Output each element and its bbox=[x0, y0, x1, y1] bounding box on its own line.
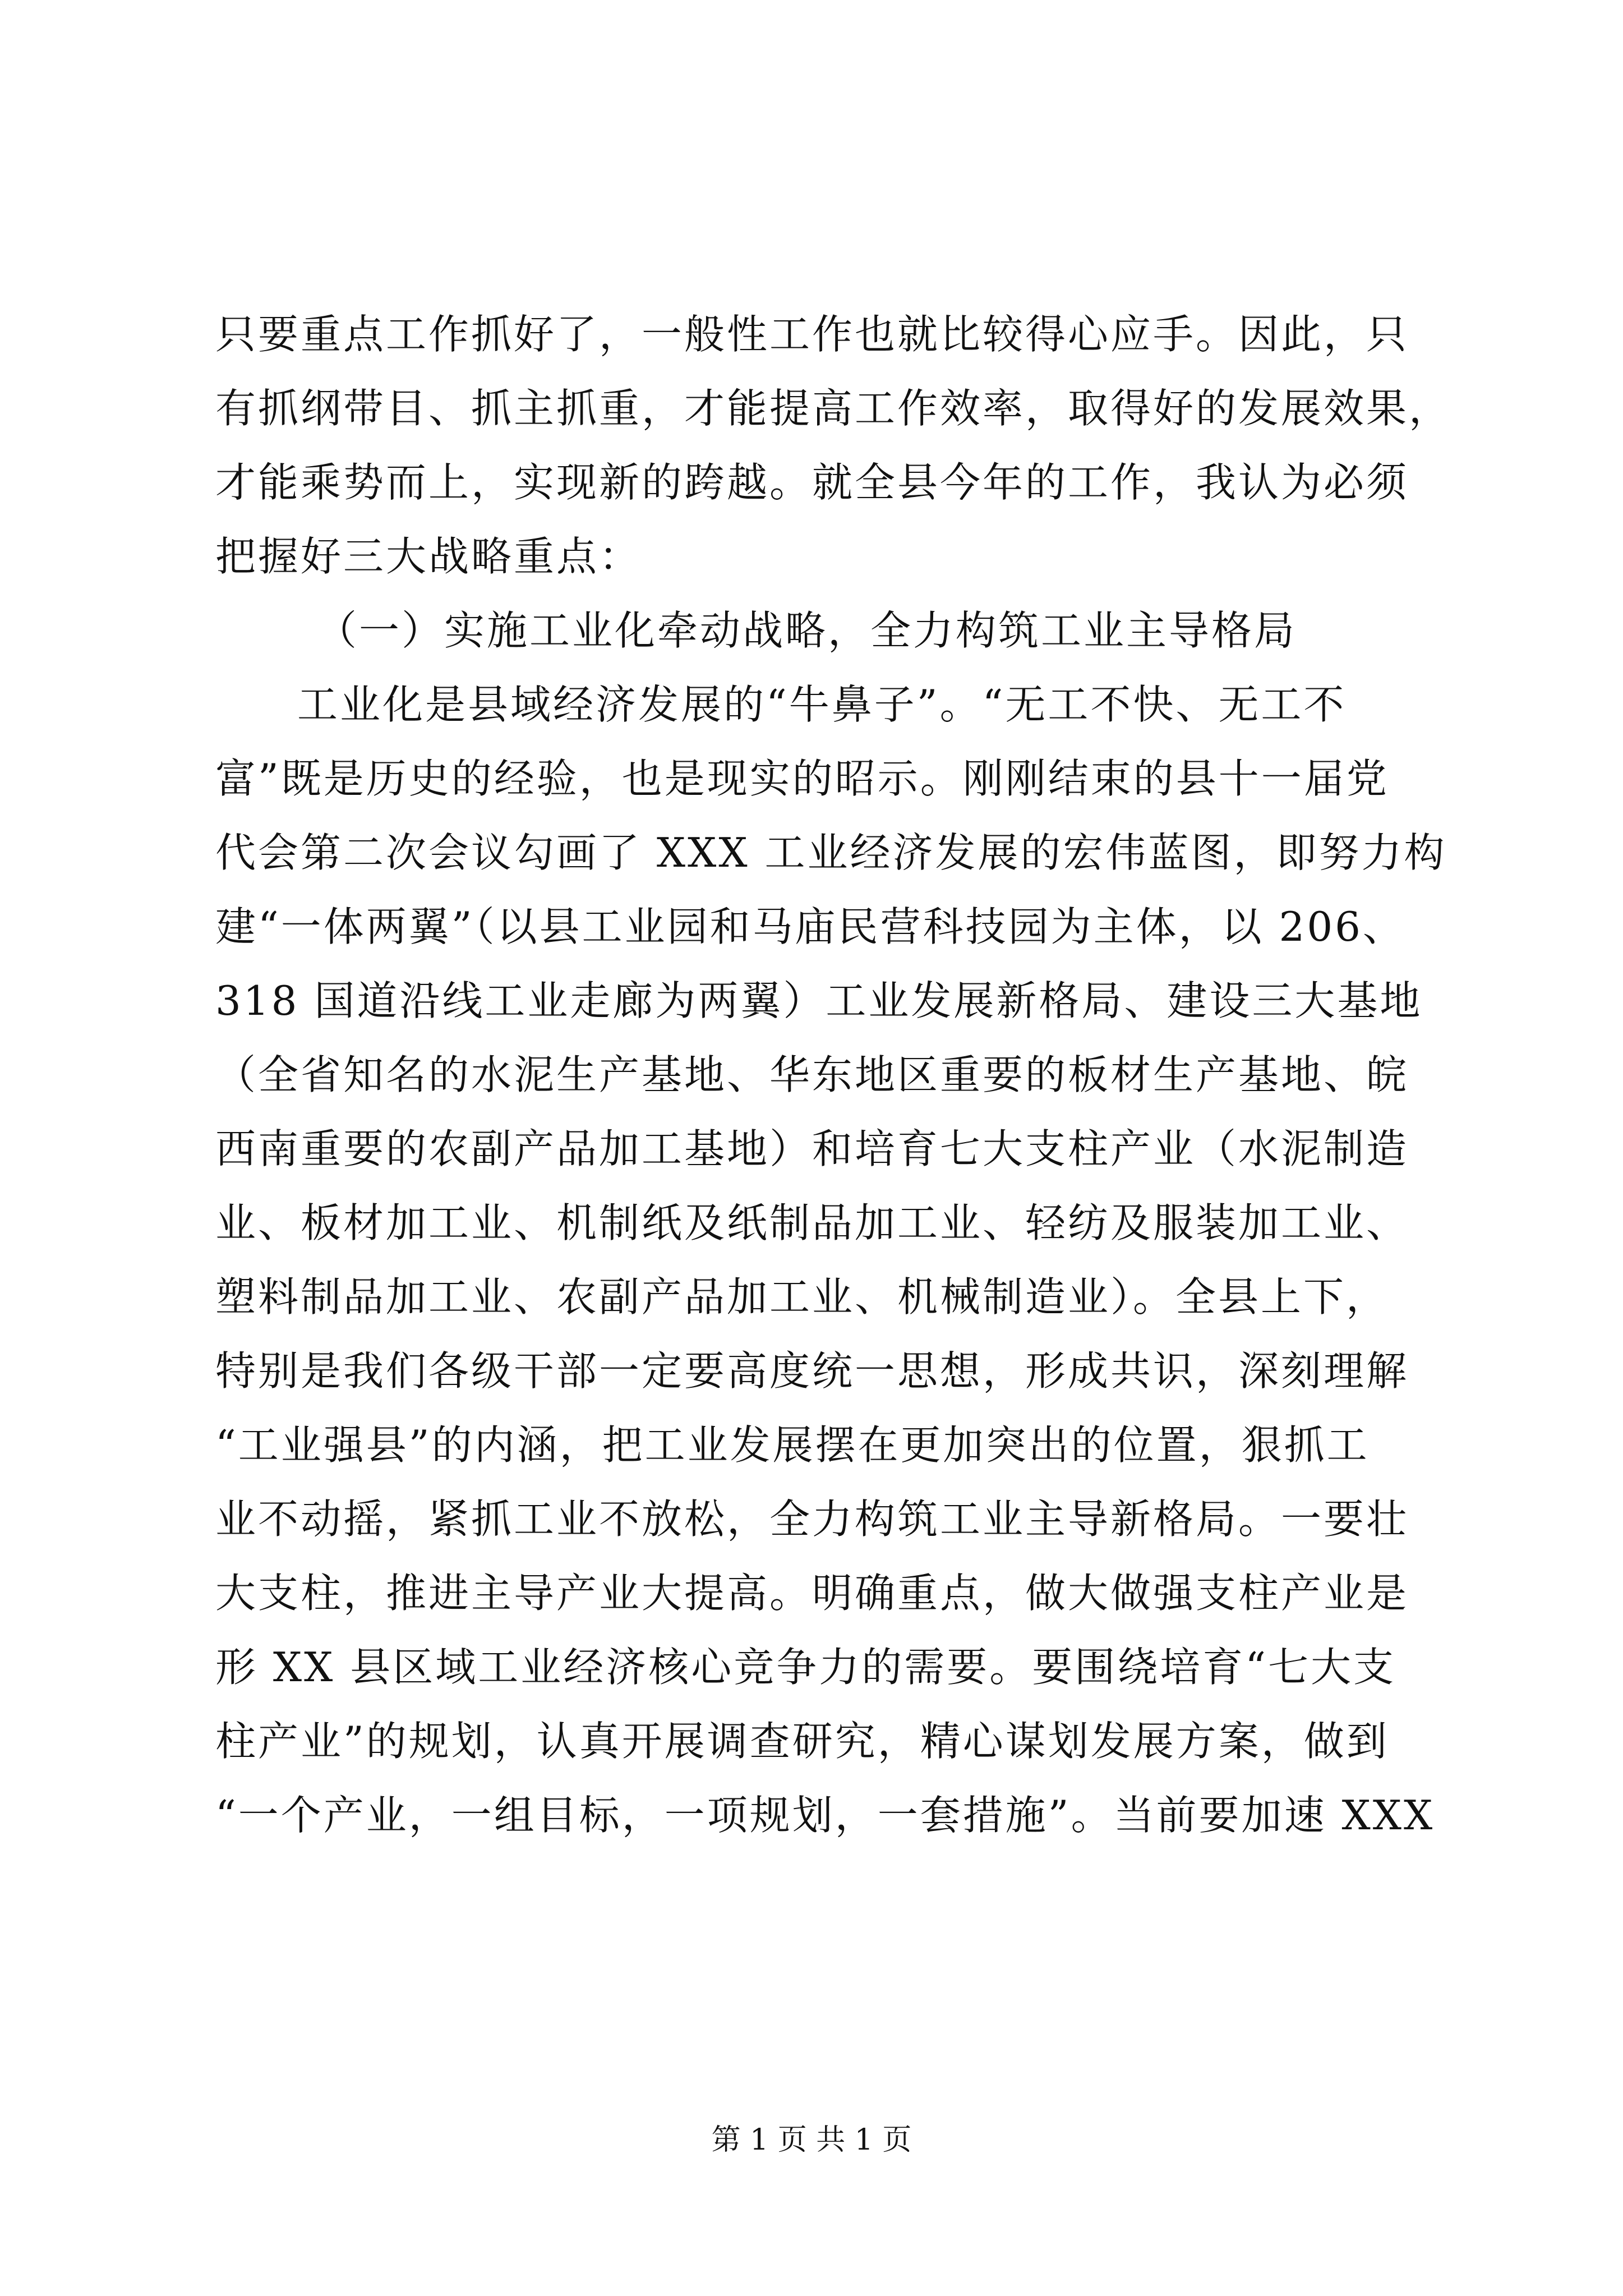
text-line: “一个产业，一组目标，一项规划，一套措施”。当前要加速 XXX bbox=[215, 1792, 1435, 1839]
text-line: 形 XX 县区域工业经济核心竞争力的需要。要围绕培育“七大支 bbox=[215, 1644, 1396, 1691]
page-footer bbox=[0, 2120, 1623, 2160]
text-line: “工业强县”的内涵，把工业发展摆在更加突出的位置，狠抓工 bbox=[215, 1421, 1370, 1469]
text-line: 西南重要的农副产品加工基地）和培育七大支柱产业（水泥制造 bbox=[215, 1125, 1409, 1172]
text-line: 代会第二次会议勾画了 XXX 工业经济发展的宏伟蓝图，即努力构 bbox=[215, 829, 1447, 876]
text-line: 业、板材加工业、机制纸及纸制品加工业、轻纺及服装加工业、 bbox=[215, 1199, 1409, 1246]
section-heading: （一）实施工业化牵动战略，全力构筑工业主导格局 bbox=[316, 607, 1297, 654]
text-line: 塑料制品加工业、农副产品加工业、机械制造业）。全县上下， bbox=[215, 1273, 1389, 1320]
text-line: 工业化是县域经济发展的“牛鼻子”。“无工不快、无工不 bbox=[297, 681, 1347, 728]
text-line: 有抓纲带目、抓主抓重，才能提高工作效率，取得好的发展效果， bbox=[215, 385, 1452, 432]
page-number-label: 第 1 页 共 1 页 bbox=[711, 2123, 912, 2157]
text-line: 业不动摇，紧抓工业不放松，全力构筑工业主导新格局。一要壮 bbox=[215, 1496, 1409, 1543]
text-line: 大支柱，推进主导产业大提高。明确重点，做大做强支柱产业是 bbox=[215, 1570, 1409, 1617]
text-line: 建“一体两翼”（以县工业园和马庙民营科技园为主体，以 206、 bbox=[215, 903, 1405, 950]
text-line: 318 国道沿线工业走廊为两翼）工业发展新格局、建设三大基地 bbox=[215, 977, 1423, 1024]
text-line: 柱产业”的规划，认真开展调查研究，精心谋划发展方案，做到 bbox=[215, 1718, 1389, 1765]
text-line: （全省知名的水泥生产基地、华东地区重要的板材生产基地、皖 bbox=[215, 1051, 1409, 1098]
text-line: 富”既是历史的经验，也是现实的昭示。刚刚结束的县十一届党 bbox=[215, 755, 1389, 802]
body-text bbox=[215, 297, 1452, 1852]
text-line: 特别是我们各级干部一定要高度统一思想，形成共识，深刻理解 bbox=[215, 1347, 1409, 1395]
text-line: 只要重点工作抓好了，一般性工作也就比较得心应手。因此，只 bbox=[215, 311, 1409, 358]
text-line: 才能乘势而上，实现新的跨越。就全县今年的工作，我认为必须 bbox=[215, 459, 1409, 506]
text-line: 把握好三大战略重点： bbox=[215, 533, 642, 580]
